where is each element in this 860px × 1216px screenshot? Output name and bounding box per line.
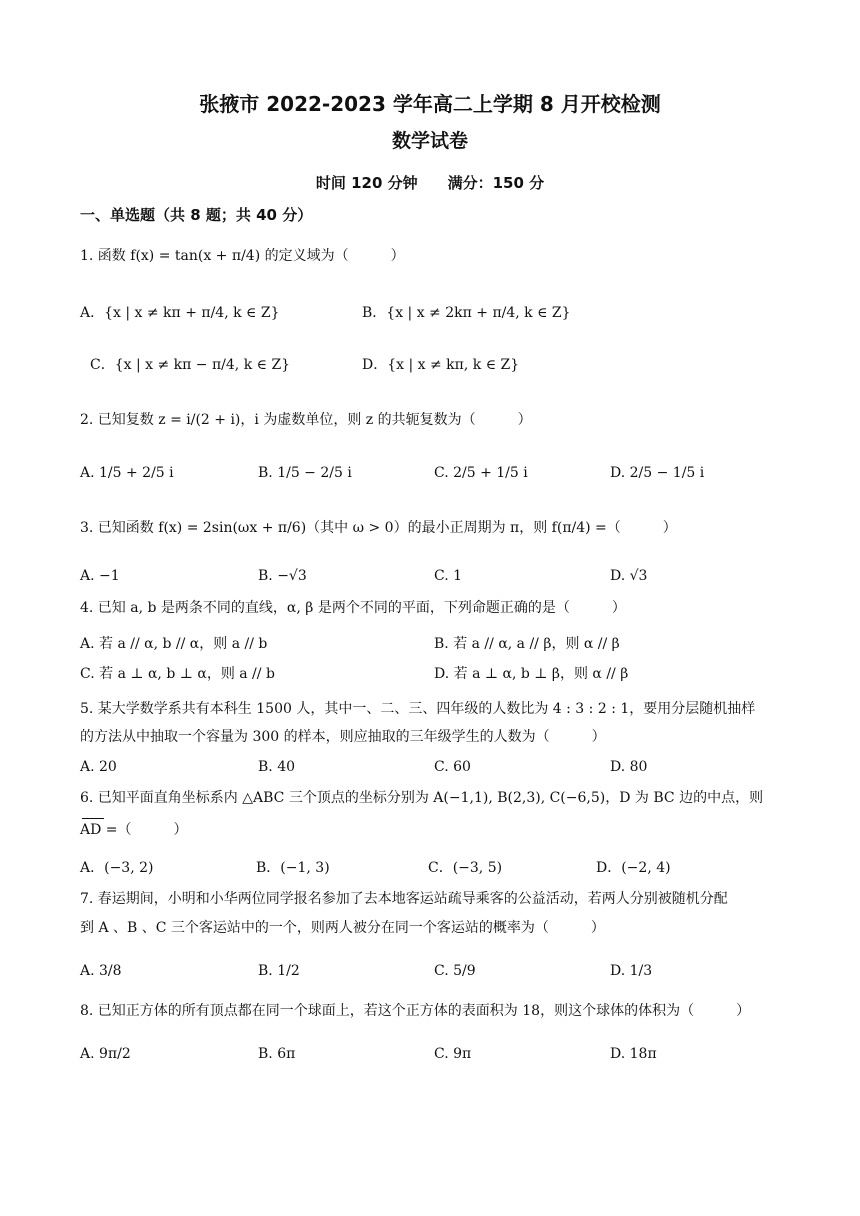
q4-option-c: C. 若 a ⊥ α, b ⊥ α，则 a // b [80,666,275,682]
q5-option-d: D. 80 [610,759,648,775]
q4-option-b: B. 若 a // α, a // β，则 α // β [434,636,620,652]
q3-option-c: C. 1 [434,568,463,584]
q5-option-a: A. 20 [80,759,117,775]
q2-option-a: A. 1/5 + 2/5 i [80,465,174,481]
q2-option-d: D. 2/5 − 1/5 i [610,465,705,481]
q7-option-a: A. 3/8 [80,963,122,979]
question-3-stem: 3. 已知函数 f(x) = 2sin(ωx + π/6)（其中 ω > 0）的最小正周期为 π，则 f(π/4) =（ ） [80,520,677,536]
q3-option-b: B. −√3 [258,568,307,584]
q8-option-b: B. 6π [258,1046,296,1062]
q1-option-c: C．{x | x ≠ kπ − π/4, k ∈ Z} [90,357,291,373]
q6-option-d: D．(−2, 4) [596,860,671,876]
q8-option-d: D. 18π [610,1046,657,1062]
q6-option-c: C．(−3, 5) [428,860,503,876]
q3-option-d: D. √3 [610,568,648,584]
q4-option-a: A. 若 a // α, b // α，则 a // b [80,636,268,652]
q1-option-d: D．{x | x ≠ kπ, k ∈ Z} [362,357,520,373]
q5-option-b: B. 40 [258,759,296,775]
question-5-stem-line2: 的方法从中抽取一个容量为 300 的样本，则应抽取的三年级学生的人数为（ ） [80,729,606,745]
vector-arrow [82,818,104,819]
section-title: 一、单选题（共 8 题；共 40 分） [80,206,313,224]
q6-option-b: B．(−1, 3) [256,860,330,876]
q5-option-c: C. 60 [434,759,471,775]
question-4-stem: 4. 已知 a, b 是两条不同的直线，α, β 是两个不同的平面，下列命题正确的是（ ） [80,600,626,616]
q1-option-b: B．{x | x ≠ 2kπ + π/4, k ∈ Z} [362,305,571,321]
question-6-stem-line1: 6. 已知平面直角坐标系内 △ABC 三个顶点的坐标分别为 A(−1,1), B(2,3), C(−6,5)，D 为 BC 边的中点，则 [80,790,764,806]
q7-option-b: B. 1/2 [258,963,300,979]
question-6-stem-line2: AD =（ ） [80,822,188,838]
q6-option-a: A．(−3, 2) [80,860,154,876]
q2-option-b: B. 1/5 − 2/5 i [258,465,352,481]
question-1-stem: 1. 函数 f(x) = tan(x + π/4) 的定义域为（ ） [80,248,405,264]
question-7-stem-line2: 到 A 、B 、C 三个客运站中的一个，则两人被分在同一个客运站的概率为（ ） [80,920,605,936]
q7-option-c: C. 5/9 [434,963,476,979]
exam-subtitle: 数学试卷 [391,130,468,152]
q8-option-a: A. 9π/2 [80,1046,131,1062]
q4-option-d: D. 若 a ⊥ α, b ⊥ β，则 α // β [434,666,629,682]
exam-title: 张掖市 2022-2023 学年高二上学期 8 月开校检测 [199,92,661,116]
question-7-stem-line1: 7. 春运期间，小明和小华两位同学报名参加了去本地客运站疏导乘客的公益活动，若两人分别被随机分配 [80,891,728,907]
question-5-stem-line1: 5. 某大学数学系共有本科生 1500 人，其中一、二、三、四年级的人数比为 4 : 3 : 2 : 1，要用分层随机抽样 [80,701,756,717]
question-2-stem: 2. 已知复数 z = i/(2 + i)，i 为虚数单位，则 z 的共轭复数为（ ） [80,412,532,428]
exam-meta: 时间 120 分钟 满分：150 分 [315,174,545,192]
q1-option-a: A．{x | x ≠ kπ + π/4, k ∈ Z} [80,305,280,321]
q2-option-c: C. 2/5 + 1/5 i [434,465,528,481]
q3-option-a: A. −1 [80,568,120,584]
question-8-stem: 8. 已知正方体的所有顶点都在同一个球面上，若这个正方体的表面积为 18，则这个球体的体积为（ ） [80,1003,751,1019]
q8-option-c: C. 9π [434,1046,472,1062]
q7-option-d: D. 1/3 [610,963,653,979]
